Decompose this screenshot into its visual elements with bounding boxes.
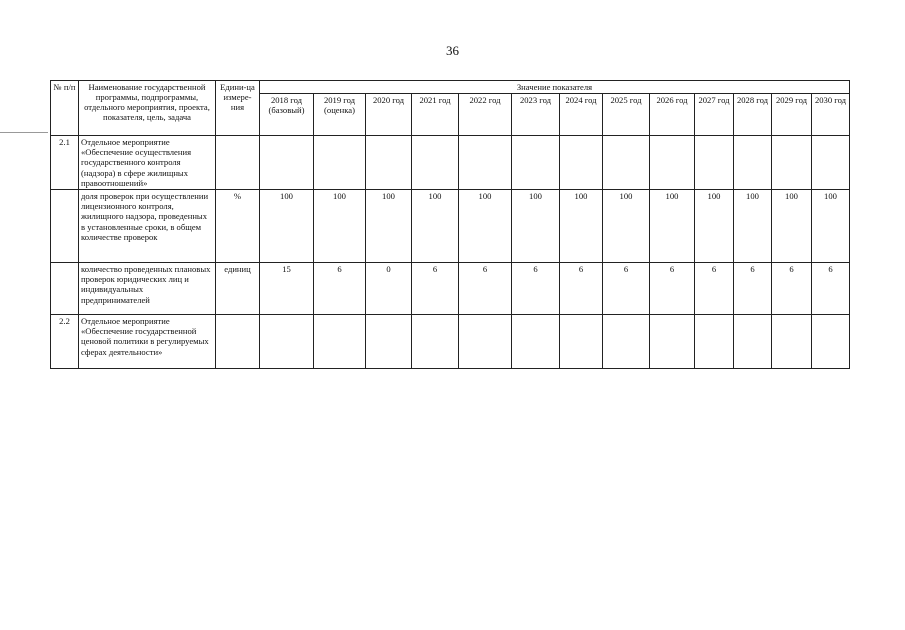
header-year: 2022 год xyxy=(459,94,512,136)
row-unit xyxy=(216,136,260,190)
value-cell xyxy=(412,136,459,190)
row-unit xyxy=(216,315,260,369)
table-header-row xyxy=(51,81,850,94)
value-cell: 0 xyxy=(366,263,412,315)
header-year: 2026 год xyxy=(650,94,695,136)
value-cell xyxy=(772,136,812,190)
value-cell: 100 xyxy=(459,190,512,263)
header-year: 2023 год xyxy=(512,94,560,136)
value-cell xyxy=(366,136,412,190)
value-cell: 6 xyxy=(772,263,812,315)
value-cell xyxy=(512,136,560,190)
value-cell: 6 xyxy=(734,263,772,315)
value-cell xyxy=(772,315,812,369)
value-cell xyxy=(560,136,603,190)
value-cell xyxy=(695,136,734,190)
row-number: 2.1 xyxy=(51,136,79,190)
value-cell xyxy=(459,315,512,369)
value-cell: 100 xyxy=(560,190,603,263)
row-number xyxy=(51,190,79,263)
value-cell: 100 xyxy=(812,190,850,263)
header-year: 2019 год (оценка) xyxy=(314,94,366,136)
value-cell xyxy=(812,136,850,190)
value-cell xyxy=(695,315,734,369)
value-cell xyxy=(734,315,772,369)
header-name: Наименование государственной программы, подпрограммы, отдельного мероприятия, проекта, показателя, цель, задача xyxy=(79,81,216,136)
value-cell xyxy=(459,136,512,190)
value-cell: 100 xyxy=(650,190,695,263)
value-cell: 100 xyxy=(512,190,560,263)
value-cell: 6 xyxy=(695,263,734,315)
header-year: 2024 год xyxy=(560,94,603,136)
page-number: 36 xyxy=(446,43,459,58)
value-cell xyxy=(603,315,650,369)
value-cell xyxy=(734,136,772,190)
value-cell xyxy=(260,136,314,190)
value-cell xyxy=(314,315,366,369)
value-cell: 6 xyxy=(560,263,603,315)
value-cell: 6 xyxy=(650,263,695,315)
header-unit: Едини-ца измере-ния xyxy=(216,81,260,136)
header-year: 2021 год xyxy=(412,94,459,136)
header-year: 2018 год (базовый) xyxy=(260,94,314,136)
table-row xyxy=(51,190,850,263)
row-name: Отдельное мероприятие «Обеспечение государственной ценовой политики в регулируемых сферах деятельности» xyxy=(79,315,216,369)
value-cell: 6 xyxy=(412,263,459,315)
value-cell xyxy=(314,136,366,190)
value-cell: 100 xyxy=(412,190,459,263)
value-cell: 100 xyxy=(366,190,412,263)
value-cell: 6 xyxy=(459,263,512,315)
value-cell xyxy=(366,315,412,369)
value-cell: 100 xyxy=(772,190,812,263)
header-year: 2020 год xyxy=(366,94,412,136)
row-unit: единиц xyxy=(216,263,260,315)
row-name: Отдельное мероприятие «Обеспечение осуществления государственного контроля (надзора) в сфере жилищных правоотношений» xyxy=(79,136,216,190)
value-cell: 6 xyxy=(314,263,366,315)
value-cell: 6 xyxy=(512,263,560,315)
value-cell: 100 xyxy=(314,190,366,263)
value-cell xyxy=(603,136,650,190)
value-cell: 100 xyxy=(603,190,650,263)
value-cell xyxy=(560,315,603,369)
value-cell: 100 xyxy=(695,190,734,263)
row-number xyxy=(51,263,79,315)
row-number: 2.2 xyxy=(51,315,79,369)
table-row xyxy=(51,136,850,190)
header-year: 2025 год xyxy=(603,94,650,136)
value-cell: 100 xyxy=(734,190,772,263)
indicator-table xyxy=(50,80,850,369)
header-number: № п/п xyxy=(51,81,79,136)
row-name: доля проверок при осуществлении лицензионного контроля, жилищного надзора, проведенных в установленные сроки, в общем количестве проверок xyxy=(79,190,216,263)
value-cell xyxy=(412,315,459,369)
value-cell xyxy=(512,315,560,369)
value-cell: 100 xyxy=(260,190,314,263)
value-cell xyxy=(260,315,314,369)
row-unit: % xyxy=(216,190,260,263)
header-year: 2027 год xyxy=(695,94,734,136)
value-cell xyxy=(650,136,695,190)
value-cell xyxy=(650,315,695,369)
value-cell xyxy=(812,315,850,369)
value-cell: 15 xyxy=(260,263,314,315)
scan-artifact-line xyxy=(0,132,48,133)
header-year: 2030 год xyxy=(812,94,850,136)
value-cell: 6 xyxy=(812,263,850,315)
table-row xyxy=(51,263,850,315)
header-value-group: Значение показателя xyxy=(260,81,850,94)
header-year: 2028 год xyxy=(734,94,772,136)
value-cell: 6 xyxy=(603,263,650,315)
table-row xyxy=(51,315,850,369)
header-year: 2029 год xyxy=(772,94,812,136)
row-name: количество проведенных плановых проверок юридических лиц и индивидуальных предпринимателей xyxy=(79,263,216,315)
